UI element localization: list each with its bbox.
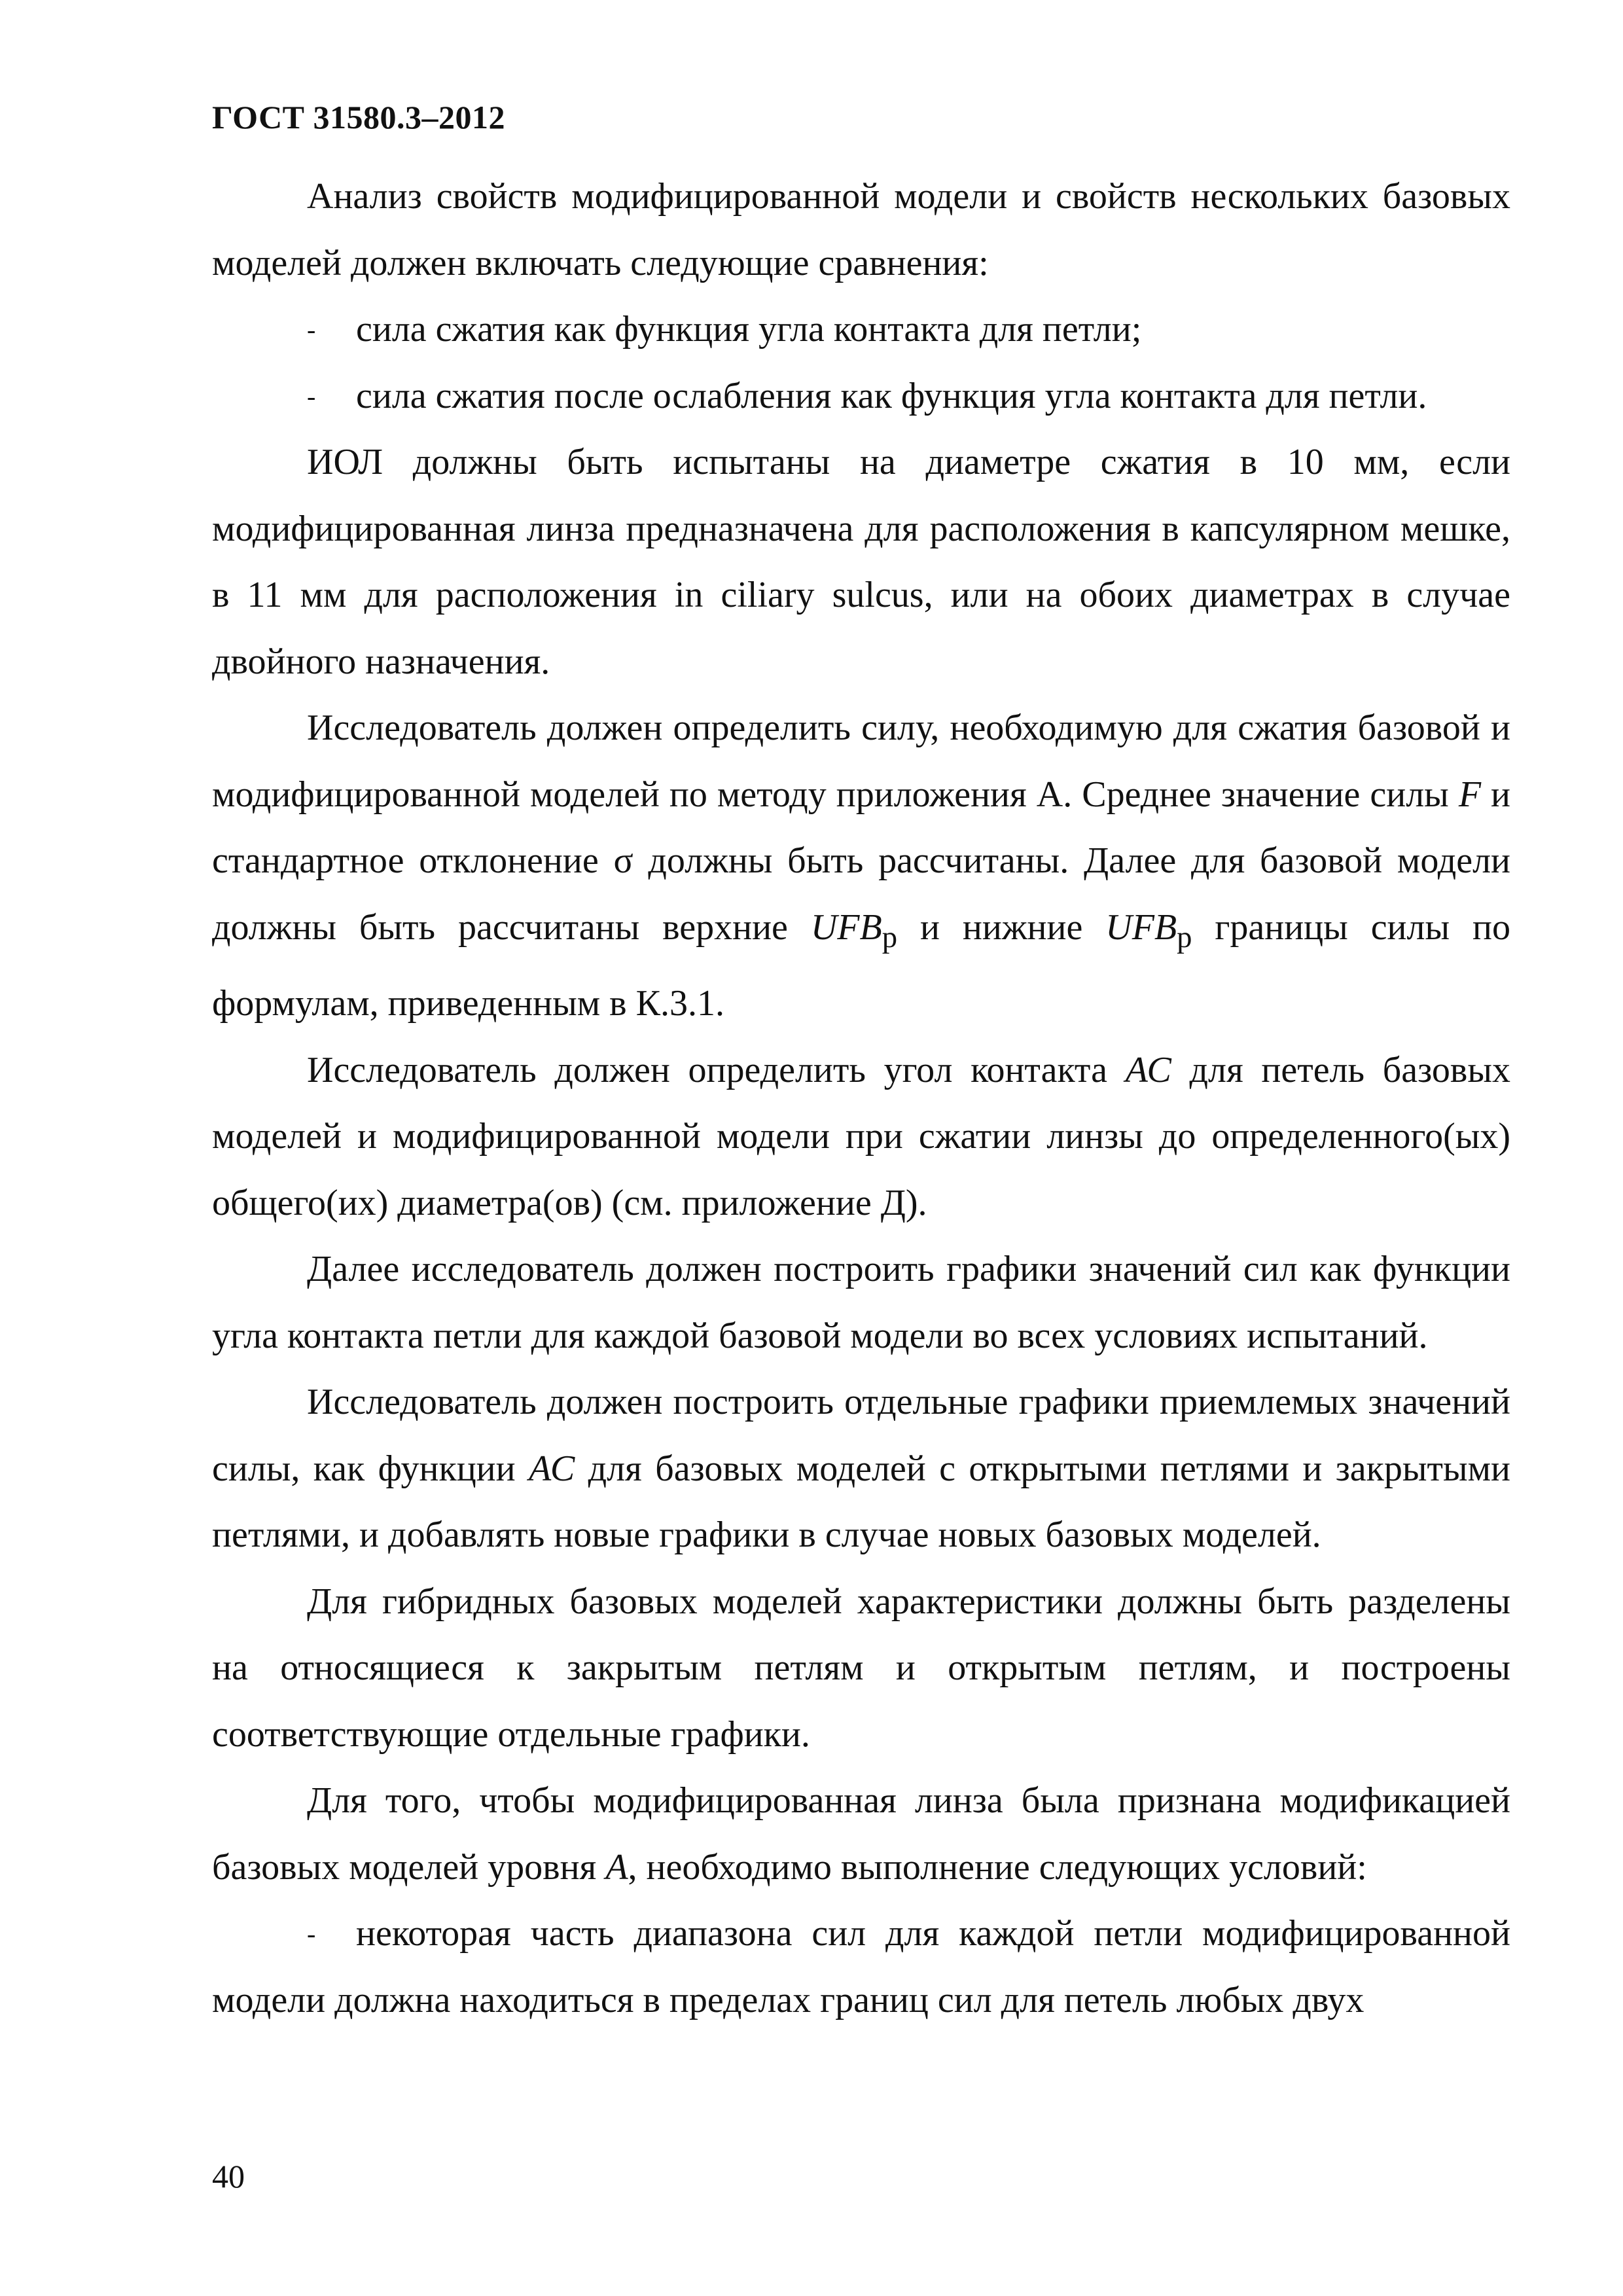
variable-a: А (605, 1846, 628, 1888)
bullet-dash: - (307, 315, 316, 344)
variable-f: F (1458, 774, 1482, 815)
subscript: p (1177, 920, 1192, 954)
variable-ac: АС (1125, 1049, 1171, 1090)
variable-ac: АС (529, 1448, 575, 1489)
text-run: Исследователь должен определить силу, необходимую для сжатия базовой и модифицированной моделей по методу приложения А. Среднее значение силы (212, 708, 1510, 815)
bullet-item (212, 296, 1510, 363)
subscript: p (882, 920, 898, 954)
standard-header: ГОСТ 31580.3–2012 (212, 99, 506, 135)
text-run: и стандартное отклонение σ должны быть рассчитаны. Далее для базовой модели должны быть рассчитаны верхние (212, 774, 1511, 948)
paragraph-analysis-intro: Анализ свойств модифицированной модели и свойств нескольких базовых моделей должен включать следующие сравнения: (212, 176, 1510, 283)
bullet-item (212, 363, 1510, 430)
variable-ufb: UFB (810, 906, 882, 948)
text-run: Для того, чтобы модифицированная линза была признана модификацией базовых моделей уровня (212, 1780, 1510, 1888)
bullet-dash: - (307, 1919, 316, 1949)
page-number: 40 (212, 2158, 245, 2195)
bullet-dash: - (307, 381, 316, 411)
bullet-text: некоторая часть диапазона сил для каждой петли модифицированной модели должна находиться в пределах границ сил для петель любых двух (212, 1913, 1510, 2020)
document-body (212, 164, 1510, 2034)
text-run: для петель базовых моделей и модифицированной модели при сжатии линзы до определенного(ых) общего(их) диаметра(ов) (см. приложение Д). (212, 1049, 1510, 1223)
paragraph-force-calculation (212, 695, 1510, 1037)
text-run: Исследователь должен определить угол контакта (307, 1049, 1126, 1090)
bullet-text: сила сжатия после ослабления как функция угла контакта для петли. (356, 375, 1427, 416)
paragraph-hybrid-models: Для гибридных базовых моделей характеристики должны быть разделены на относящиеся к закрытым петлям и открытым петлям, и построены соответствующие отдельные графики. (212, 1581, 1510, 1755)
text-run: для базовых моделей с открытыми петлями и закрытыми петлями, и добавлять новые графики в случае новых базовых моделей. (212, 1448, 1510, 1556)
text-run: , необходимо выполнение следующих условий: (628, 1846, 1367, 1888)
paragraph-separate-graphs (212, 1369, 1510, 1569)
bullet-item (212, 1901, 1510, 2034)
text-run: Исследователь должен построить отдельные графики приемлемых значений силы, как функции (212, 1382, 1510, 1489)
paragraph-level-a-conditions (212, 1768, 1510, 1901)
paragraph-contact-angle (212, 1037, 1510, 1237)
bullet-text: сила сжатия как функция угла контакта для петли; (356, 309, 1142, 350)
paragraph-test-diameters: ИОЛ должны быть испытаны на диаметре сжатия в 10 мм, если модифицированная линза предназначена для расположения в капсулярном мешке, в 11 мм для расположения in ciliary sulcus, или на обоих диаметрах в случае двойного назначения. (212, 442, 1510, 682)
paragraph-force-graphs: Далее исследователь должен построить графики значений сил как функции угла контакта петли для каждой базовой модели во всех условиях испытаний. (212, 1249, 1510, 1356)
text-run: границы силы по формулам, приведенным в К.3.1. (212, 906, 1511, 1024)
variable-ufb: UFB (1105, 906, 1177, 948)
text-run: и нижние (897, 906, 1106, 948)
